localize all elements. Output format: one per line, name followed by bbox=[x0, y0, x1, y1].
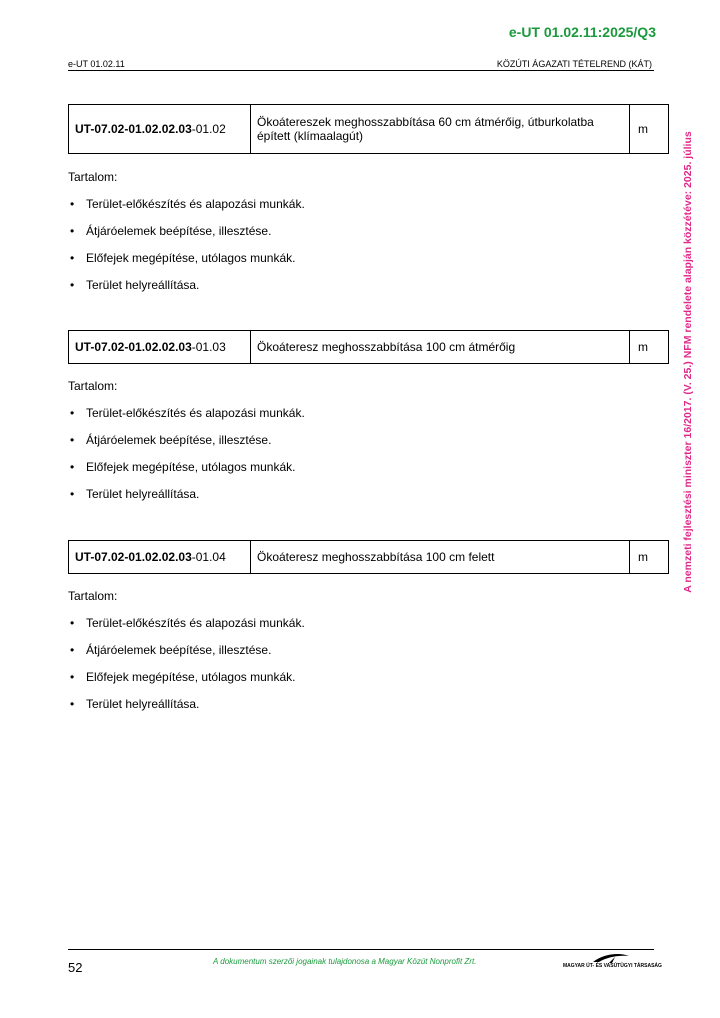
list-item: • Terület-előkészítés és alapozási munkák. bbox=[68, 406, 305, 433]
logo-text: MAGYAR ÚT- ÉS VASÚTÜGYI TÁRSASÁG bbox=[563, 963, 662, 969]
item-description: Ökoáteresz meghosszabbítása 100 cm felett bbox=[251, 541, 630, 574]
header-left: e-UT 01.02.11 bbox=[68, 59, 125, 69]
item-code: UT-07.02-01.02.02.03-01.04 bbox=[69, 541, 251, 574]
list-item: • Terület-előkészítés és alapozási munkák. bbox=[68, 197, 305, 224]
list-item: • Előfejek megépítése, utólagos munkák. bbox=[68, 670, 305, 697]
list-item: • Átjáróelemek beépítése, illesztése. bbox=[68, 433, 305, 460]
content-list bbox=[68, 197, 305, 305]
page-number: 52 bbox=[68, 960, 83, 975]
content-label: Tartalom: bbox=[68, 379, 118, 393]
list-item: • Előfejek megépítése, utólagos munkák. bbox=[68, 460, 305, 487]
content-list bbox=[68, 616, 305, 724]
item-description: Ökoáteresz meghosszabbítása 100 cm átmérőig bbox=[251, 331, 630, 364]
footer-rule bbox=[68, 949, 654, 950]
item-content bbox=[68, 170, 305, 305]
copyright-note: A dokumentum szerzői jogainak tulajdonosa a Magyar Közút Nonprofit Zrt. bbox=[213, 957, 477, 966]
item-unit: m bbox=[630, 105, 669, 154]
item-table bbox=[68, 540, 669, 574]
item-code: UT-07.02-01.02.02.03-01.03 bbox=[69, 331, 251, 364]
list-item: • Átjáróelemek beépítése, illesztése. bbox=[68, 224, 305, 251]
item-content bbox=[68, 589, 305, 724]
company-logo bbox=[563, 952, 662, 972]
header-rule bbox=[68, 70, 654, 71]
header-right: KÖZÚTI ÁGAZATI TÉTELREND (KÁT) bbox=[496, 59, 652, 69]
list-item: • Átjáróelemek beépítése, illesztése. bbox=[68, 643, 305, 670]
item-content bbox=[68, 379, 305, 514]
content-label: Tartalom: bbox=[68, 589, 118, 603]
list-item: • Terület-előkészítés és alapozási munkák. bbox=[68, 616, 305, 643]
content-label: Tartalom: bbox=[68, 170, 118, 184]
item-unit: m bbox=[630, 541, 669, 574]
item-table bbox=[68, 330, 669, 364]
list-item: • Előfejek megépítése, utólagos munkák. bbox=[68, 251, 305, 278]
item-table bbox=[68, 104, 669, 154]
content-list bbox=[68, 406, 305, 514]
side-publication-note: A nemzeti fejlesztési miniszter 16/2017. (V. 25.) NFM rendelete alapján közzétéve: 2025. július bbox=[682, 131, 694, 593]
list-item: • Terület helyreállítása. bbox=[68, 487, 305, 514]
list-item: • Terület helyreállítása. bbox=[68, 278, 305, 305]
item-description: Ökoátereszek meghosszabbítása 60 cm átmérőig, útburkolatba épített (klímaalagút) bbox=[251, 105, 630, 154]
item-unit: m bbox=[630, 331, 669, 364]
document-code: e-UT 01.02.11:2025/Q3 bbox=[508, 24, 656, 40]
list-item: • Terület helyreállítása. bbox=[68, 697, 305, 724]
item-code: UT-07.02-01.02.02.03-01.02 bbox=[69, 105, 251, 154]
